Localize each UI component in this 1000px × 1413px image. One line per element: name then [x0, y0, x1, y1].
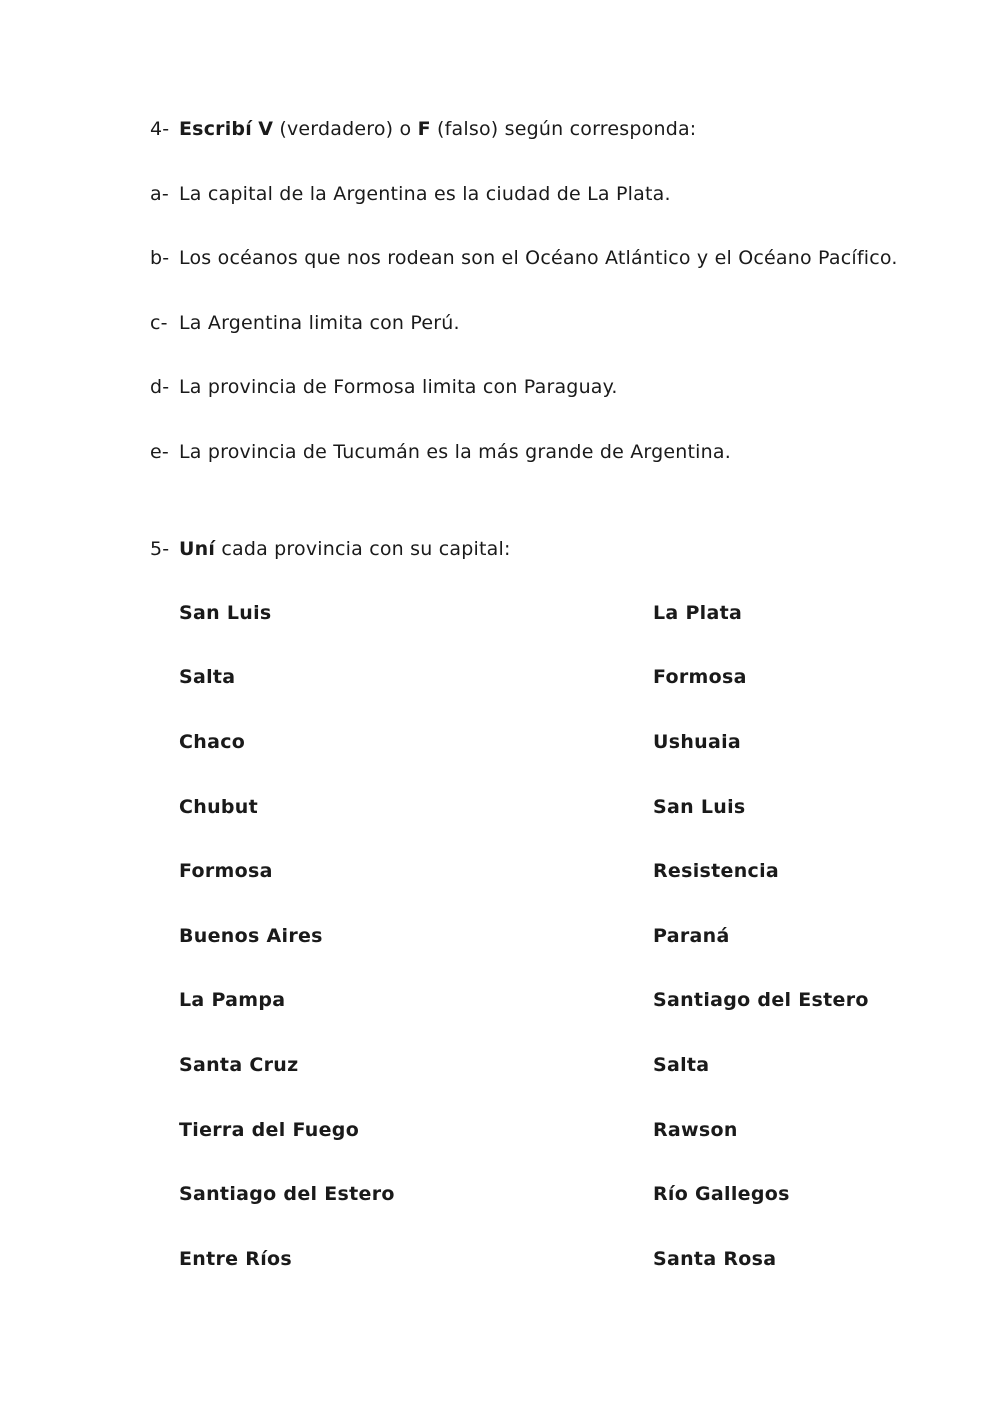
province-item: La Pampa: [179, 989, 286, 1011]
capital-item: Salta: [653, 1054, 710, 1076]
province-item: Buenos Aires: [179, 925, 323, 947]
province-item: San Luis: [179, 602, 272, 624]
exercise-5-instruction: cada provincia con su capital:: [221, 538, 511, 560]
province-item: Santa Cruz: [179, 1054, 299, 1076]
capital-item: San Luis: [653, 796, 746, 818]
statement-text: La provincia de Tucumán es la más grande de Argentina.: [179, 441, 731, 463]
capital-item: Formosa: [653, 666, 747, 688]
exercise-4-verb: Escribí: [179, 118, 252, 140]
statement-marker: e-: [150, 441, 169, 463]
exercise-4-instruction: según corresponda:: [504, 118, 697, 140]
province-item: Salta: [179, 666, 236, 688]
capital-item: Río Gallegos: [653, 1183, 790, 1205]
false-letter: F: [417, 118, 431, 140]
capital-item: Santiago del Estero: [653, 989, 869, 1011]
exercise-5-number: 5-: [150, 538, 170, 560]
statement-d: [150, 375, 618, 399]
statement-text: La Argentina limita con Perú.: [179, 312, 460, 334]
capital-item: Ushuaia: [653, 731, 742, 753]
province-item: Chubut: [179, 796, 259, 818]
statement-e: [150, 440, 731, 464]
exercise-4-number: 4-: [150, 118, 170, 140]
province-item: Formosa: [179, 860, 273, 882]
statement-b: [150, 246, 898, 270]
statement-a: [150, 182, 671, 206]
statement-text: La capital de la Argentina es la ciudad de La Plata.: [179, 183, 671, 205]
capital-item: Paraná: [653, 925, 730, 947]
province-item: Entre Ríos: [179, 1248, 292, 1270]
capital-item: La Plata: [653, 602, 743, 624]
province-item: Tierra del Fuego: [179, 1119, 360, 1141]
statement-marker: c-: [150, 312, 168, 334]
capital-item: Rawson: [653, 1119, 738, 1141]
false-meaning: (falso): [437, 118, 499, 140]
true-meaning: (verdadero): [279, 118, 394, 140]
statement-marker: b-: [150, 247, 170, 269]
statement-marker: d-: [150, 376, 170, 398]
statement-marker: a-: [150, 183, 169, 205]
exercise-5-verb: Uní: [179, 538, 216, 560]
true-letter: V: [258, 118, 274, 140]
exercise-5-heading: [150, 537, 511, 561]
statement-text: La provincia de Formosa limita con Paraguay.: [179, 376, 618, 398]
exercise-4-heading: [150, 117, 696, 141]
statement-c: [150, 311, 460, 335]
statement-text: Los océanos que nos rodean son el Océano Atlántico y el Océano Pacífico.: [179, 247, 898, 269]
capital-item: Santa Rosa: [653, 1248, 777, 1270]
connector-word: o: [399, 118, 412, 140]
province-item: Santiago del Estero: [179, 1183, 395, 1205]
province-item: Chaco: [179, 731, 246, 753]
capital-item: Resistencia: [653, 860, 780, 882]
